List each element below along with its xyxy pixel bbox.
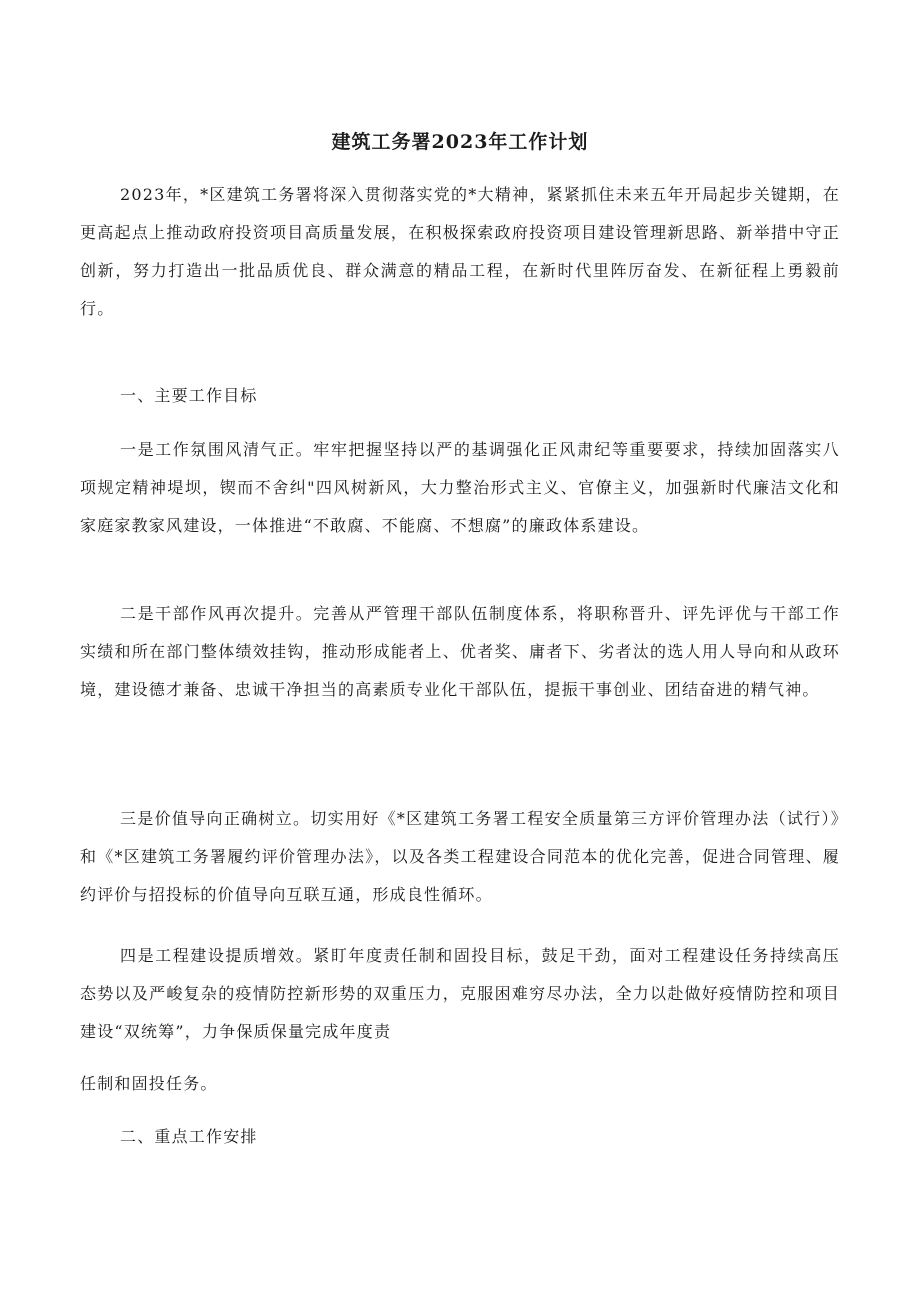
goal-paragraph-3: 三是价值导向正确树立。切实用好《*区建筑工务署工程安全质量第三方评价管理办法（试行）》和《*区建筑工务署履约评价管理办法》，以及各类工程建设合同范本的优化完善，促进合同管理、履约评价与招投标的价值导向互联互通，形成良性循环。 <box>80 809 840 904</box>
goal-paragraph-1: 一是工作氛围风清气正。牢牢把握坚持以严的基调强化正风肃纪等重要要求，持续加固落实八项规定精神堤坝，锲而不舍纠"四风树新风，大力整治形式主义、官僚主义，加强新时代廉洁文化和家庭家教家风建设，一体推进“不敢腐、不能腐、不想腐”的廉政体系建设。 <box>80 440 840 535</box>
goal-paragraph-4-tail: 任制和固投任务。 <box>80 1074 218 1093</box>
goal-paragraph-4: 四是工程建设提质增效。紧盯年度责任制和固投目标，鼓足干劲，面对工程建设任务持续高压态势以及严峻复杂的疫情防控新形势的双重压力，克服困难穷尽办法，全力以赴做好疫情防控和项目建设“双统筹”，力争保质保量完成年度责 <box>80 946 840 1041</box>
section-heading-key-tasks: 二、重点工作安排 <box>120 1127 258 1146</box>
goal-paragraph-2: 二是干部作风再次提升。完善从严管理干部队伍制度体系，将职称晋升、评先评优与干部工作实绩和所在部门整体绩效挂钩，推动形成能者上、优者奖、庸者下、劣者汰的选人用人导向和从政环境，建设德才兼备、忠诚干净担当的高素质专业化干部队伍，提振干事创业、团结奋进的精气神。 <box>80 604 840 699</box>
intro-paragraph: 2023年，*区建筑工务署将深入贯彻落实党的*大精神，紧紧抓住未来五年开局起步关键期，在更高起点上推动政府投资项目高质量发展，在积极探索政府投资项目建设管理新思路、新举措中守正创新，努力打造出一批品质优良、群众满意的精品工程，在新时代里阵厉奋发、在新征程上勇毅前行。 <box>80 185 840 318</box>
document-title: 建筑工务署2023年工作计划 <box>331 131 589 153</box>
section-heading-main-goals: 一、主要工作目标 <box>120 386 258 405</box>
